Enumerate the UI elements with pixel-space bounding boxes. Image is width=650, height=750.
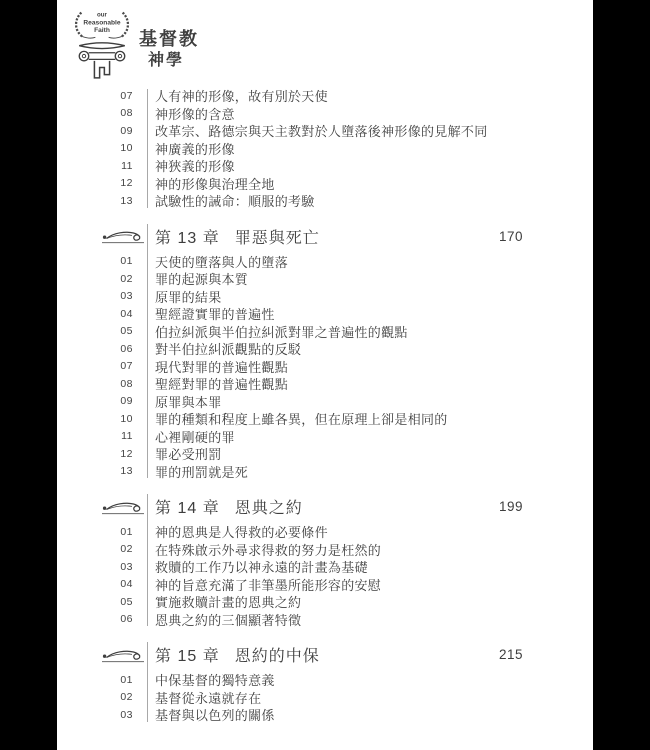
- toc-section: [57, 492, 593, 628]
- toc-item-number: 09: [120, 124, 133, 137]
- toc-item-title: 人有神的形像，故有別於天使: [155, 89, 328, 105]
- chapter-gutter: [57, 228, 147, 244]
- toc-item-gutter: [57, 543, 147, 555]
- toc-item-gutter: [57, 142, 147, 154]
- chapter-label: 第 13 章: [155, 229, 220, 247]
- toc-item-number: 13: [120, 465, 133, 478]
- toc-item[interactable]: [57, 611, 593, 629]
- toc-item-gutter: [57, 177, 147, 189]
- flourish-icon: [102, 499, 144, 515]
- toc-item-gutter: [57, 90, 147, 102]
- toc-item-number: 11: [121, 159, 133, 172]
- toc-item-number: 03: [120, 560, 133, 573]
- toc-item-number: 05: [120, 325, 133, 338]
- toc-item[interactable]: [57, 140, 593, 158]
- toc-item-number: 02: [120, 543, 133, 556]
- toc-item-gutter: [57, 561, 147, 573]
- toc-item-title: 聖經對罪的普遍性觀點: [155, 377, 289, 393]
- toc-item-title: 聖經證實罪的普遍性: [155, 307, 275, 323]
- toc-item-number: 13: [120, 194, 133, 207]
- toc-item[interactable]: [57, 593, 593, 611]
- toc-item-number: 08: [120, 107, 133, 120]
- chapter-items: [57, 87, 593, 210]
- flourish-icon: [102, 228, 144, 244]
- toc-item[interactable]: [57, 689, 593, 707]
- toc-item-title: 罪的刑罰就是死: [155, 464, 249, 480]
- toc-item-gutter: [57, 125, 147, 137]
- toc-item[interactable]: [57, 87, 593, 105]
- toc-item-gutter: [57, 160, 147, 172]
- toc-item-title: 原罪與本罪: [155, 394, 222, 410]
- toc-item-gutter: [57, 674, 147, 686]
- toc-item[interactable]: [57, 340, 593, 358]
- toc-item-number: 01: [120, 673, 133, 686]
- toc-item-number: 05: [120, 595, 133, 608]
- toc-item-number: 02: [120, 691, 133, 704]
- toc-item-title: 現代對罪的普遍性觀點: [155, 359, 289, 375]
- toc-item-title: 神狹義的形像: [155, 159, 235, 175]
- toc-page: [57, 0, 593, 750]
- toc-item-number: 01: [120, 255, 133, 268]
- toc-item-number: 06: [120, 342, 133, 355]
- toc-item-number: 11: [121, 430, 133, 443]
- toc-item-gutter: [57, 255, 147, 267]
- toc-item[interactable]: [57, 358, 593, 376]
- toc-item-gutter: [57, 465, 147, 477]
- toc-item[interactable]: [57, 393, 593, 411]
- toc-item-gutter: [57, 578, 147, 590]
- toc-item-number: 07: [120, 360, 133, 373]
- toc-section: [57, 87, 593, 210]
- toc-item-title: 神的恩典是人得救的必要條件: [155, 525, 328, 541]
- chapter-label: 第 15 章: [155, 648, 220, 665]
- toc-item-title: 神廣義的形像: [155, 141, 235, 157]
- toc-item-title: 原罪的結果: [155, 289, 222, 305]
- toc-item-gutter: [57, 378, 147, 390]
- toc-item-title: 神形像的含意: [155, 106, 235, 122]
- toc-item-number: 10: [120, 412, 133, 425]
- toc-item-gutter: [57, 343, 147, 355]
- toc-item-gutter: [57, 691, 147, 703]
- chapter-title: 恩約的中保: [234, 648, 320, 665]
- toc-item-title: 基督從永遠就存在: [155, 690, 262, 706]
- wreath-word-our: our: [97, 11, 107, 19]
- toc-item[interactable]: [57, 671, 593, 689]
- toc-item-gutter: [57, 596, 147, 608]
- flourish-icon: [102, 647, 144, 663]
- book-title: [139, 28, 199, 80]
- letterbox-left: [0, 0, 57, 750]
- toc-item[interactable]: [57, 463, 593, 481]
- chapter-gutter: [57, 499, 147, 515]
- toc-item[interactable]: [57, 410, 593, 428]
- toc-section: [57, 640, 593, 724]
- toc-item[interactable]: [57, 192, 593, 210]
- chapter-items: [57, 671, 593, 724]
- toc-item-gutter: [57, 308, 147, 320]
- toc-item-number: 03: [120, 708, 133, 721]
- toc-item-title: 對半伯拉糾派觀點的反駁: [155, 342, 302, 358]
- toc-item-title: 神的旨意充滿了非筆墨所能形容的安慰: [155, 577, 382, 593]
- toc-item-gutter: [57, 360, 147, 372]
- toc-item-title: 基督與以色列的關係: [155, 708, 275, 724]
- toc-item-gutter: [57, 448, 147, 460]
- toc-item[interactable]: [57, 122, 593, 140]
- toc-item[interactable]: [57, 428, 593, 446]
- toc-item[interactable]: [57, 270, 593, 288]
- toc-item-title: 在特殊啟示外尋求得救的努力是枉然的: [155, 542, 382, 558]
- toc-item-number: 06: [120, 613, 133, 626]
- toc-item-number: 04: [120, 307, 133, 320]
- toc-item-title: 試驗性的誡命：順服的考驗: [155, 194, 315, 210]
- toc-item-gutter: [57, 526, 147, 538]
- toc-item-title: 改革宗、路德宗與天主教對於人墮落後神形像的見解不同: [155, 124, 488, 140]
- toc-item-title: 心裡剛硬的罪: [155, 429, 235, 445]
- book-logo: [57, 0, 593, 80]
- toc-item-gutter: [57, 430, 147, 442]
- toc-item[interactable]: [57, 253, 593, 271]
- toc-item-title: 神的形像與治理全地: [155, 176, 275, 192]
- toc-item[interactable]: [57, 375, 593, 393]
- chapter-items: [57, 523, 593, 628]
- chapter-content: [147, 225, 593, 248]
- toc-item-gutter: [57, 709, 147, 721]
- toc-item[interactable]: [57, 105, 593, 123]
- toc-item-number: 12: [120, 177, 133, 190]
- toc-item-number: 07: [120, 89, 133, 102]
- toc-item-title: 實施救贖計畫的恩典之約: [155, 595, 302, 611]
- letterbox-right: [593, 0, 650, 750]
- toc-item-title: 天使的墮落與人的墮落: [155, 254, 289, 270]
- toc-item[interactable]: [57, 558, 593, 576]
- toc-item-title: 中保基督的獨特意義: [155, 673, 275, 689]
- toc-item-title: 恩典之約的三個顯著特徵: [155, 612, 302, 628]
- toc-item[interactable]: [57, 576, 593, 594]
- chapter-gutter: [57, 647, 147, 663]
- toc-item-number: 09: [120, 395, 133, 408]
- chapter-heading-row[interactable]: [57, 640, 593, 669]
- toc-item[interactable]: [57, 323, 593, 341]
- toc-item[interactable]: [57, 706, 593, 724]
- toc-item-number: 03: [120, 290, 133, 303]
- chapter-heading-row[interactable]: [57, 492, 593, 521]
- logo-emblem: [67, 8, 137, 80]
- toc-item-gutter: [57, 413, 147, 425]
- toc-item[interactable]: [57, 288, 593, 306]
- toc-item-gutter: [57, 195, 147, 207]
- toc-item-title: 伯拉糾派與半伯拉糾派對罪之普遍性的觀點: [155, 324, 408, 340]
- chapter-page-number: 199: [498, 499, 523, 514]
- toc-item[interactable]: [57, 175, 593, 193]
- toc-item-gutter: [57, 613, 147, 625]
- column-icon: [74, 40, 130, 80]
- toc-item-number: 12: [120, 447, 133, 460]
- toc-item-gutter: [57, 290, 147, 302]
- table-of-contents: [57, 87, 593, 724]
- chapter-page-number: 215: [498, 647, 523, 662]
- book-title-line1: 基督教: [139, 29, 199, 49]
- wreath-word-reasonable: Reasonable: [83, 19, 121, 27]
- toc-item-gutter: [57, 395, 147, 407]
- toc-section: [57, 222, 593, 481]
- toc-item-gutter: [57, 325, 147, 337]
- chapter-heading-row[interactable]: [57, 222, 593, 251]
- toc-item-number: 10: [120, 142, 133, 155]
- wreath-word-faith: Faith: [94, 27, 110, 35]
- laurel-wreath-icon: [69, 8, 135, 40]
- toc-item-title: 救贖的工作乃以神永遠的計畫為基礎: [155, 560, 368, 576]
- toc-item[interactable]: [57, 445, 593, 463]
- toc-item[interactable]: [57, 523, 593, 541]
- chapter-label: 第 14 章: [155, 500, 220, 517]
- chapter-title: 罪惡與死亡: [234, 229, 320, 247]
- chapter-title: 恩典之約: [234, 500, 303, 517]
- chapter-page-number: 170: [498, 228, 523, 244]
- chapter-items: [57, 253, 593, 481]
- toc-item-title: 罪必受刑罰: [155, 447, 222, 463]
- book-title-line2: 神學: [148, 51, 185, 69]
- toc-item-number: 01: [120, 525, 133, 538]
- toc-item-number: 08: [120, 377, 133, 390]
- toc-item-title: 罪的種類和程度上雖各異，但在原理上卻是相同的: [155, 412, 448, 428]
- toc-item-gutter: [57, 107, 147, 119]
- toc-item[interactable]: [57, 157, 593, 175]
- toc-item[interactable]: [57, 541, 593, 559]
- toc-item-number: 04: [120, 578, 133, 591]
- chapter-content: [147, 495, 593, 518]
- toc-item[interactable]: [57, 305, 593, 323]
- toc-item-title: 罪的起源與本質: [155, 272, 249, 288]
- chapter-content: [147, 643, 593, 666]
- toc-item-gutter: [57, 273, 147, 285]
- toc-item-number: 02: [120, 272, 133, 285]
